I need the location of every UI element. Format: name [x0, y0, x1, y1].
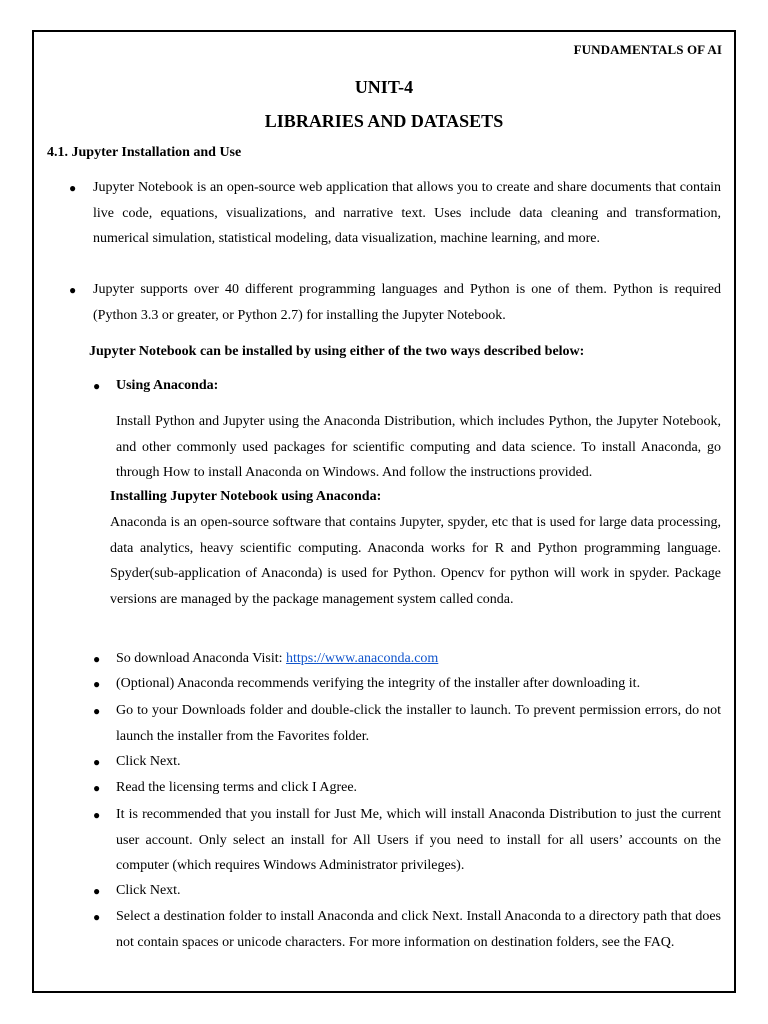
- step-item: (Optional) Anaconda recommends verifying the integrity of the installer after downloading it.: [116, 676, 641, 691]
- anaconda-link[interactable]: https://www.anaconda.com: [286, 651, 439, 666]
- download-prefix: So download Anaconda Visit:: [116, 651, 287, 666]
- bullet-icon: ●: [93, 808, 101, 822]
- step-item: Read the licensing terms and click I Agree.: [116, 780, 358, 795]
- bullet-icon: ●: [69, 283, 77, 297]
- bullet-icon: ●: [93, 652, 101, 666]
- step-item: Click Next.: [116, 754, 181, 769]
- download-line: [116, 646, 721, 672]
- bullet-icon: ●: [93, 379, 101, 393]
- bullet-icon: ●: [93, 755, 101, 769]
- course-header: FUNDAMENTALS OF AI: [573, 42, 722, 57]
- step-item: Click Next.: [116, 883, 181, 898]
- bullet-icon: ●: [93, 910, 101, 924]
- bullet-icon: ●: [93, 884, 101, 898]
- step-item: Select a destination folder to install Anaconda and click Next. Install Anaconda to a directory path that does not contain spaces or unicode characters. For more information on destination folders, see the FAQ.: [116, 909, 721, 950]
- step-item: It is recommended that you install for Just Me, which will install Anaconda Distribution to just the current user account. Only select an install for All Users if you need to install for all users’ accounts on the computer (which requires Windows Administrator privileges).: [116, 807, 721, 873]
- installing-heading: Installing Jupyter Notebook using Anaconda:: [110, 489, 382, 504]
- installing-paragraph: Anaconda is an open-source software that contains Jupyter, spyder, etc that is used for large data processing, data analytics, heavy scientific computing. Anaconda works for R and Python programming language. Spyder(sub-application of Anaconda) is used for Python. Opencv for python will work in spyder. Package versions are managed by the package management system called conda.: [110, 515, 721, 607]
- bullet-icon: ●: [93, 704, 101, 718]
- anaconda-heading: Using Anaconda:: [116, 378, 219, 393]
- subsection-heading: 4.1. Jupyter Installation and Use: [47, 145, 242, 160]
- bullet-icon: ●: [93, 781, 101, 795]
- intro-bullet-1: Jupyter Notebook is an open-source web application that allows you to create and share documents that contain live code, equations, visualizations, and narrative text. Uses include data cleaning and transformation, numerical simulation, statistical modeling, data visualization, machine learning, and more.: [93, 180, 721, 246]
- chapter-title: LIBRARIES AND DATASETS: [264, 111, 504, 131]
- bullet-icon: ●: [93, 677, 101, 691]
- unit-title: UNIT-4: [354, 77, 414, 97]
- step-item: Go to your Downloads folder and double-click the installer to launch. To prevent permission errors, do not launch the installer from the Favorites folder.: [116, 703, 721, 744]
- bullet-icon: ●: [69, 181, 77, 195]
- install-ways-heading: Jupyter Notebook can be installed by using either of the two ways described below:: [89, 344, 585, 359]
- anaconda-paragraph: Install Python and Jupyter using the Anaconda Distribution, which includes Python, the Jupyter Notebook, and other commonly used packages for scientific computing and data science. To install Anaconda, go through How to install Anaconda on Windows. And follow the instructions provided.: [116, 414, 721, 480]
- intro-bullet-2: Jupyter supports over 40 different programming languages and Python is one of them. Python is required (Python 3.3 or greater, or Python 2.7) for installing the Jupyter Notebook.: [93, 282, 721, 323]
